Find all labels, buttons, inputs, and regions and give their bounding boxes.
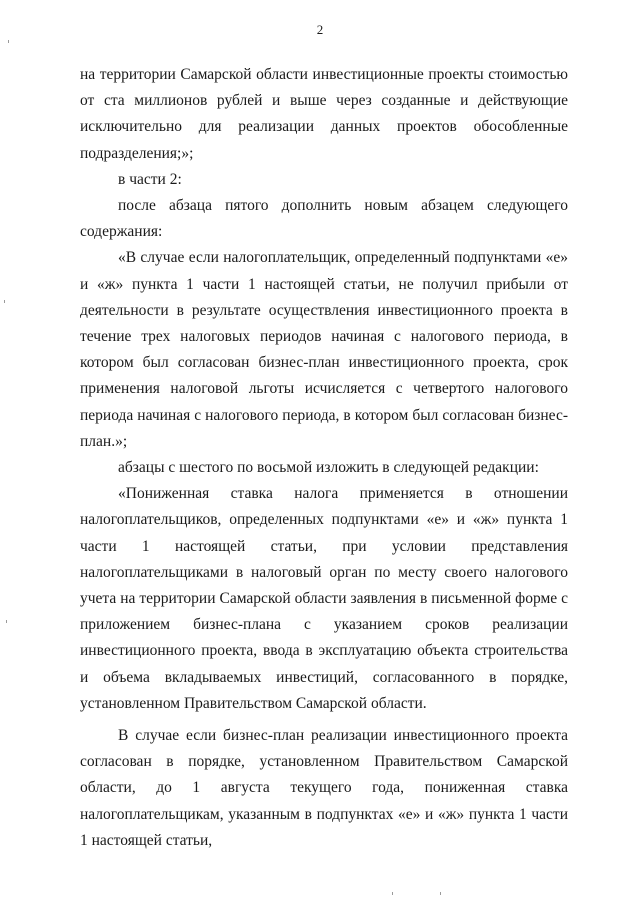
scan-speck [440,892,441,895]
paragraph-5: абзацы с шестого по восьмой изложить в следующей редакции: [118,459,539,477]
paragraph-7: В случае если бизнес-план реализации инвестиционного проекта согласован в порядке, установленном Правительством Самарской области, до 1 августа текущего года, пониженная ставка налогоплательщикам, указанным в подпунктах «е» и «ж» пункта 1 части 1 настоящей статьи, [80,727,568,849]
paragraph-6: «Пониженная ставка налога применяется в отношении налогоплательщиков, определенных подпунктами «е» и «ж» пункта 1 части 1 настоящей статьи, при условии представления налогоплательщиками в налоговый орган по месту своего налогового учета на территории Самарской области заявления в письменной форме с приложением бизнес-плана с указанием сроков реализации инвестиционного проекта, ввода в эксплуатацию объекта строительства и объема вкладываемых инвестиций, согласованного в порядке, установленном Правительством Самарской области. [80,485,568,712]
page-number: 2 [316,22,324,37]
paragraph-4: «В случае если налогоплательщик, определенный подпунктами «е» и «ж» пункта 1 части 1 настоящей статьи, не получил прибыли от деятельности в результате осуществления инвестиционного проекта в течение трех налоговых периодов начиная с налогового периода, в котором был согласован бизнес-план инвестиционного проекта, срок применения налоговой льготы исчисляется с четвертого налогового периода начиная с налогового периода, в котором был согласован бизнес-план.»; [80,249,568,450]
paragraph-1: на территории Самарской области инвестиционные проекты стоимостью от ста миллионов рублей и выше через созданные и действующие исключительно для реализации данных проектов обособленные подразделения;»; [80,66,568,162]
scan-speck [8,40,9,43]
paragraph-2: в части 2: [118,170,182,188]
scan-speck [6,620,7,623]
document-body [80,62,568,854]
scan-speck [392,892,393,895]
scan-speck [4,300,5,303]
paragraph-3: после абзаца пятого дополнить новым абзацем следующего содержания: [80,197,568,241]
